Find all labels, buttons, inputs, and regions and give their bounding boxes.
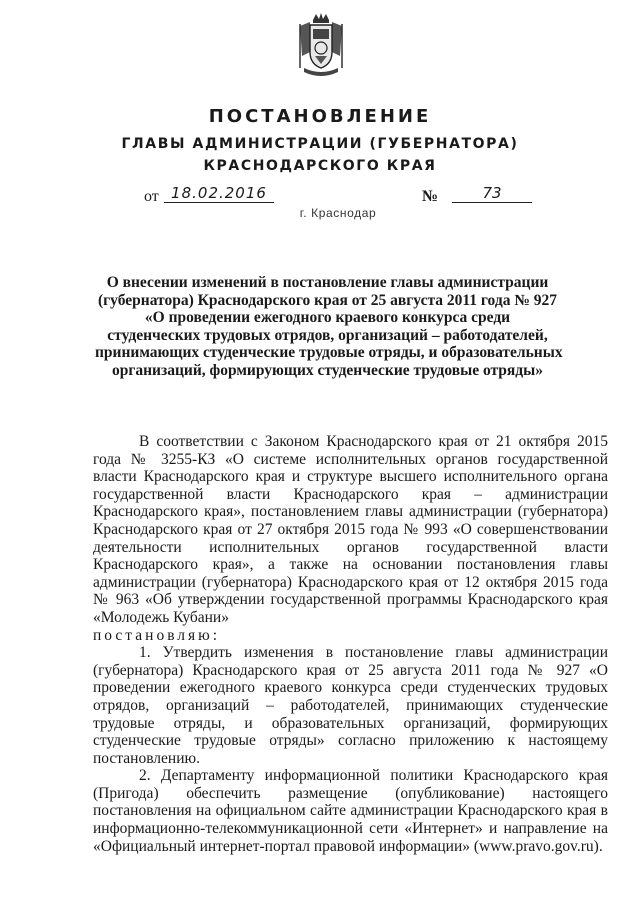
title-line: принимающих студенческие трудовые отряды, и образовательных xyxy=(95,344,563,361)
document-number: 73 xyxy=(452,184,532,203)
document-date: 18.02.2016 xyxy=(164,184,274,203)
date-prefix: от xyxy=(144,188,159,205)
region-line: КРАСНОДАРСКОГО КРАЯ xyxy=(203,158,437,174)
document-body xyxy=(93,433,608,855)
title-line: «О проведении ежегодного краевого конкурса среди xyxy=(144,309,511,326)
document-type: ПОСТАНОВЛЕНИЕ xyxy=(208,106,432,127)
decree-word: постановляю: xyxy=(93,626,221,644)
krasnodar-coat-of-arms-icon xyxy=(296,12,346,78)
title-line: О внесении изменений в постановление главы администрации xyxy=(106,274,549,291)
title-line: (губернатора) Краснодарского края от 25 августа 2011 года № 927 xyxy=(97,291,558,309)
title-line: студенческих трудовых отрядов, организаций – работодателей, xyxy=(107,326,548,344)
preamble-paragraph: В соответствии с Законом Краснодарского края от 21 октября 2015 года № 3255-КЗ «О системе исполнительных органов государственной власти Краснодарского края и структуре высшего исполнительного органа государственной власти Краснодарского края – администрации Краснодарского края», постановлением главы администрации (губернатора) Краснодарского края от 27 октября 2015 года № 993 «О совершенствовании деятельности исполнительных органов государственной власти Краснодарского края», а также на основании постановления главы администрации (губернатора) Краснодарского края от 12 октября 2015 года № 963 «Об утверждении государственной программы Краснодарского края «Молодежь Кубани» xyxy=(93,433,608,626)
title-line: организаций, формирующих студенческие трудовые отряды» xyxy=(111,361,544,379)
issuer-line: ГЛАВЫ АДМИНИСТРАЦИИ (ГУБЕРНАТОРА) xyxy=(121,136,519,152)
city: г. Краснодар xyxy=(299,206,377,220)
item-1-paragraph: 1. Утвердить изменения в постановление главы администрации (губернатора) Краснодарского края от 25 августа 2011 года № 927 «О проведении ежегодного краевого конкурса среди студенческих трудовых отрядов, организаций – работодателей, принимающих студенческие трудовые отряды, и образовательных организаций, формирующих студенческие трудовые отряды» согласно приложению к настоящему постановлению. xyxy=(93,644,608,767)
number-prefix: № xyxy=(422,188,439,205)
document-title xyxy=(95,274,563,379)
item-2-paragraph: 2. Департаменту информационной политики Краснодарского края (Пригода) обеспечить размещение (опубликование) настоящего постановления на официальном сайте администрации Краснодарского края в информационно-телекоммуникационной сети «Интернет» и направление на «Официальный интернет-портал правовой информации» (www.pravo.gov.ru). xyxy=(93,767,608,855)
